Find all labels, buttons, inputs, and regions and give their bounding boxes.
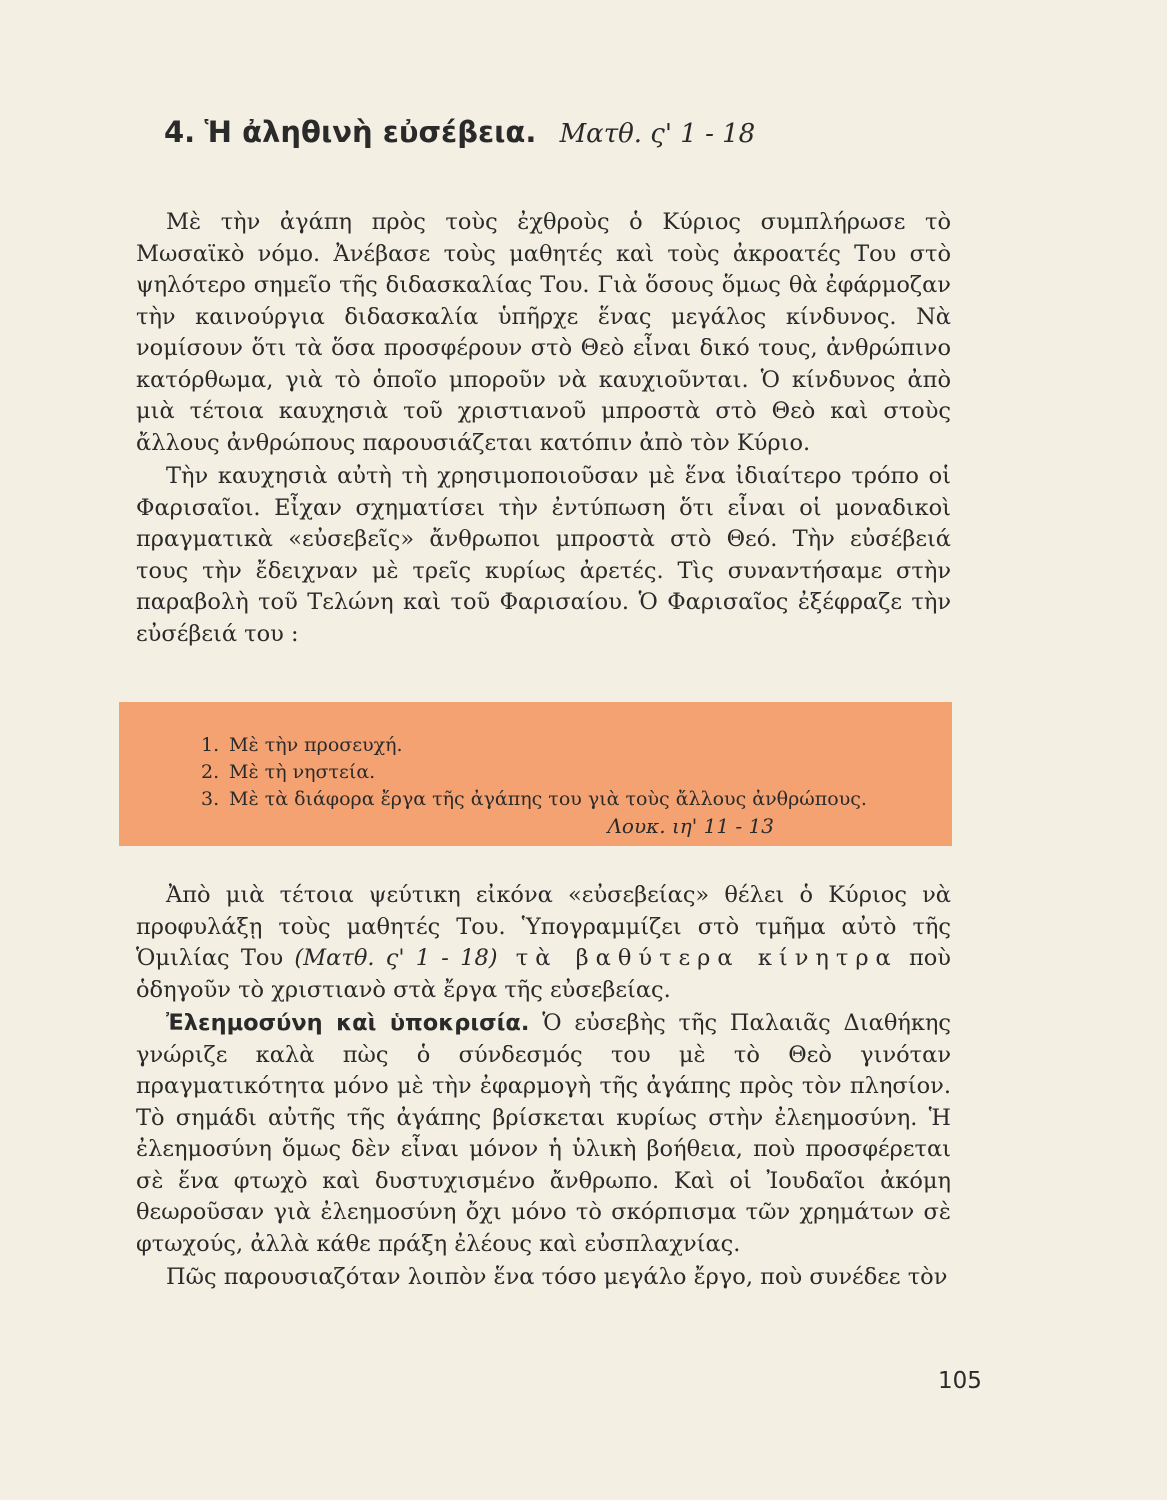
item-number: 3. <box>201 788 220 810</box>
virtues-list <box>201 732 867 813</box>
paragraph <box>136 1008 951 1260</box>
paragraph: Τὴν καυχησιὰ αὐτὴ τὴ χρησιμοποιοῦσαν μὲ ἕνα ἰδιαίτερο τρόπο οἱ Φαρισαῖοι. Εἶχαν σχηματίσει τὴν ἐντύπωση ὅτι εἶναι οἱ μοναδικοὶ πραγματικὰ «εὐσεβεῖς» ἄνθρωποι μπροστὰ στὸ Θεό. Τὴν εὐσέβειά τους τὴν ἔδειχναν μὲ τρεῖς κυρίως ἀρετές. Τὶς συναντήσαμε στὴν παραβολὴ τοῦ Τελώνη καὶ τοῦ Φαρισαίου. Ὁ Φαρισαῖος ἐξέφραζε τὴν εὐσέβειά του : <box>136 463 951 647</box>
item-text: Μὲ τὴν προσευχή. <box>229 734 403 756</box>
emphasized-text: τὰ βαθύτερα κίνητρα <box>497 945 898 971</box>
paragraph <box>136 880 951 1006</box>
list-item <box>201 786 867 813</box>
section-reference: Ματθ. ς' 1 - 18 <box>559 119 756 149</box>
section-number: 4. <box>164 115 196 149</box>
text-run: Ὁ εὐσεβὴς τῆς Παλαιᾶς Διαθήκης γνώριζε καλὰ πὼς ὁ σύνδεσμός του μὲ τὸ Θεὸ γινόταν πραγματικότητα μόνο μὲ τὴν ἐφαρμογὴ τῆς ἀγάπης πρὸς τὸν πλησίον. Τὸ σημάδι αὐτῆς τῆς ἀγάπης βρίσκεται κυρίως στὴν ἐλεημοσύνη. Ἡ ἐλεημοσύνη ὅμως δὲν εἶναι μόνον ἡ ὑλικὴ βοήθεια, ποὺ προσφέρεται σὲ ἕνα φτωχὸ καὶ δυστυχισμένο ἄνθρωπο. Καὶ οἱ Ἰουδαῖοι ἀκόμη θεωροῦσαν γιὰ ἐλεημοσύνη ὄχι μόνο τὸ σκόρπισμα τῶν χρημάτων σὲ φτωχούς, ἀλλὰ κάθε πράξη ἐλέους καὶ εὐσπλαχνίας. <box>136 1010 951 1257</box>
text-run: Ἀπὸ μιὰ τέτοια ψεύτικη εἰκόνα «εὐσεβείας» θέλει ὁ Κύριος νὰ προφυλάξῃ τοὺς μαθητές Του. Ὑπογραμμίζει στὸ τμῆμα αὐτὸ τῆς Ὁμιλίας Του <box>136 882 951 971</box>
scripture-reference: (Ματθ. ς' 1 - 18) <box>294 945 498 971</box>
body-text <box>136 880 951 1294</box>
list-item <box>201 759 867 786</box>
paragraph: Μὲ τὴν ἀγάπη πρὸς τοὺς ἐχθροὺς ὁ Κύριος συμπλήρωσε τὸ Μωσαϊκὸ νόμο. Ἀνέβασε τοὺς μαθητές καὶ τοὺς ἀκροατές Του στὸ ψηλότερο σημεῖο τῆς διδασκαλίας Του. Γιὰ ὅσους ὅμως θὰ ἐφάρμοζαν τὴν καινούργια διδασκαλία ὑπῆρχε ἕνας μεγάλος κίνδυνος. Νὰ νομίσουν ὅτι τὰ ὅσα προσφέρουν στὸ Θεὸ εἶναι δικό τους, ἀνθρώπινο κατόρθωμα, γιὰ τὸ ὁποῖο μποροῦν νὰ καυχιοῦνται. Ὁ κίνδυνος ἀπὸ μιὰ τέτοια καυχησιὰ τοῦ χριστιανοῦ μπροστὰ στὸ Θεὸ καὶ στοὺς ἄλλους ἀνθρώπους παρουσιάζεται κατόπιν ἀπὸ τὸν Κύριο. <box>136 209 951 456</box>
list-item <box>201 732 867 759</box>
item-number: 2. <box>201 761 220 783</box>
highlight-box <box>119 702 952 846</box>
highlight-reference: Λουκ. ιη' 11 - 13 <box>607 814 774 838</box>
paragraph: Πῶς παρουσιαζόταν λοιπὸν ἕνα τόσο μεγάλο ἔργο, ποὺ συνέδεε τὸν <box>166 1264 948 1290</box>
section-title: Ἡ ἀληθινὴ εὐσέβεια. <box>204 115 537 149</box>
paragraph-lead: Ἐλεημοσύνη καὶ ὑποκρισία. <box>166 1010 530 1036</box>
section-heading <box>164 112 755 154</box>
intro-text <box>136 207 951 650</box>
page-number: 105 <box>938 1368 982 1394</box>
item-text: Μὲ τὴ νηστεία. <box>229 761 376 783</box>
text-run: ποὺ ὁδηγοῦν τὸ χριστιανὸ στὰ ἔργα τῆς εὐσεβείας. <box>136 945 951 1003</box>
item-number: 1. <box>201 734 220 756</box>
item-text: Μὲ τὰ διάφορα ἔργα τῆς ἀγάπης του γιὰ τοὺς ἄλλους ἀνθρώπους. <box>229 788 867 810</box>
